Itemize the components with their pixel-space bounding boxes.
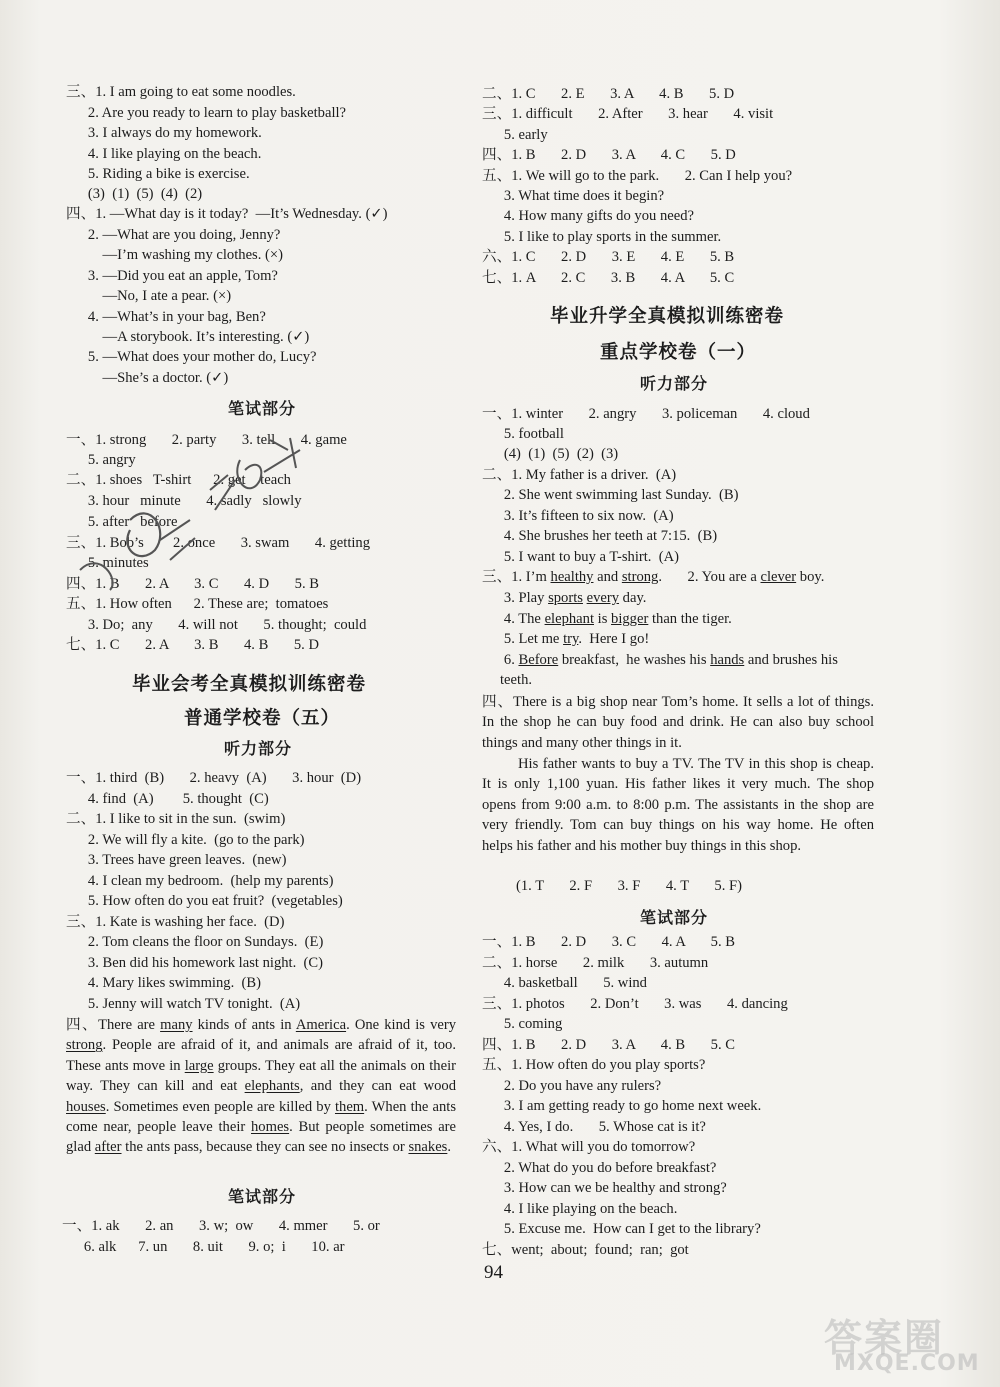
answer-line: 四、1. B 2. A 3. C 4. D 5. B [66,576,319,592]
answer-line: (3) (1) (5) (4) (2) [66,186,203,202]
answer-line: 5. Excuse me. How can I get to the library? [482,1221,761,1237]
section-heading: 笔试部分 [228,399,297,418]
answer-line: 4. find (A) 5. thought (C) [66,791,269,807]
answer-line: 5. Jenny will watch TV tonight. (A) [66,996,301,1012]
answer-line: 5. Let me try. Here I go! [482,631,650,647]
answer-line: 4. Mary likes swimming. (B) [66,975,261,991]
answer-line: 3. hour minute 4. sadly slowly [66,493,302,509]
answer-line: 5. coming [482,1016,563,1032]
answer-line: 二、1. horse 2. milk 3. autumn [482,955,709,971]
answer-line: 3. I am getting ready to go home next week. [482,1098,762,1114]
answer-line: 5. How often do you eat fruit? (vegetables) [66,893,343,909]
answer-line: 三、1. I’m healthy and strong. 2. You are a clever boy. [482,569,825,585]
answer-line: 4. basketball 5. wind [482,975,647,991]
answer-line: 5. football [482,426,564,442]
answer-line: (1. T 2. F 3. F 4. T 5. F) [516,878,742,894]
answer-line: 三、1. difficult 2. After 3. hear 4. visit [482,106,774,122]
shop-passage: His father wants to buy a TV. The TV in this shop is cheap. It is only 1,100 yuan. His father likes it very much. The shop opens from 9:00 a.m. to 8:00 p.m. The assistants in the shop are very friendly. Tom can buy things on his way home. He often helps his father and his mother buy things in this shop. [482,756,874,854]
answer-line: 4. Yes, I do. 5. Whose cat is it? [482,1119,706,1135]
answer-line: 七、1. C 2. A 3. B 4. B 5. D [66,637,319,653]
answer-line: (4) (1) (5) (2) (3) [482,446,619,462]
answer-line: 5. after before [66,514,178,530]
answer-line: 三、1. Bob’s 2. once 3. swam 4. getting [66,535,371,551]
answer-line: 一、1. B 2. D 3. C 4. A 5. B [482,934,735,950]
answer-line: 三、1. Kate is washing her face. (D) [66,914,285,930]
answer-line: 5. —What does your mother do, Lucy? [66,349,317,365]
answer-line: 2. Tom cleans the floor on Sundays. (E) [66,934,324,950]
answer-line: 二、1. C 2. E 3. A 4. B 5. D [482,86,735,102]
answer-line: —A storybook. It’s interesting. (✓) [66,329,310,345]
answer-line: 四、1. —What day is it today? —It’s Wednesday. (✓) [66,206,388,222]
exam-title: 毕业会考全真模拟训练密卷 [132,674,367,695]
answer-line: —I’m washing my clothes. (×) [66,247,283,263]
answer-line: 4. I clean my bedroom. (help my parents) [66,873,334,889]
answer-line: 5. Riding a bike is exercise. [66,166,250,182]
answer-line: 3. What time does it begin? [482,188,665,204]
answer-line: 五、1. We will go to the park. 2. Can I help you? [482,168,793,184]
answer-line: 2. Are you ready to learn to play basketball? [66,105,347,121]
answer-line: 3. Trees have green leaves. (new) [66,852,287,868]
shop-passage: 四、There is a big shop near Tom’s home. It sells a lot of things. In the shop he can buy food and drink. He can also buy school things and many other things in it. [482,694,874,751]
answer-line: —No, I ate a pear. (×) [66,288,232,304]
section-heading: 笔试部分 [640,908,709,927]
answer-line: teeth. [500,672,533,688]
section-heading: 听力部分 [640,374,709,393]
answer-line: 2. We will fly a kite. (go to the park) [66,832,305,848]
answer-line: 一、1. winter 2. angry 3. policeman 4. cloud [482,406,810,422]
answer-line: 4. She brushes her teeth at 7:15. (B) [482,528,718,544]
answer-line: 4. I like playing on the beach. [482,1201,678,1217]
answer-line: 2. —What are you doing, Jenny? [66,227,281,243]
answer-line: 2. Do you have any rulers? [482,1078,662,1094]
answer-line: 一、1. ak 2. an 3. w; ow 4. mmer 5. or [62,1218,380,1234]
answer-line: 三、1. I am going to eat some noodles. [66,84,296,100]
answer-line: 5. I want to buy a T-shirt. (A) [482,549,679,565]
answer-line: 2. What do you do before breakfast? [482,1160,717,1176]
exam-subtitle: 重点学校卷（一） [600,342,757,363]
watermark-logo-text: 答案圈 [824,1316,945,1360]
watermark-url: MXQE.COM [834,1351,980,1376]
answer-line: 二、1. shoes T-shirt 2. get teach [66,472,291,488]
answer-line: 2. She went swimming last Sunday. (B) [482,487,739,503]
answer-line: 4. How many gifts do you need? [482,208,694,224]
answer-line: 三、1. photos 2. Don’t 3. was 4. dancing [482,996,788,1012]
answer-line: 4. —What’s in your bag, Ben? [66,309,266,325]
section-heading: 听力部分 [224,739,293,758]
answer-line: 四、1. B 2. D 3. A 4. C 5. D [482,147,736,163]
answer-line: 五、1. How often 2. These are; tomatoes [66,596,329,612]
answer-line: 4. I like playing on the beach. [66,146,262,162]
answer-line: 5. I like to play sports in the summer. [482,229,722,245]
answer-line: 3. It’s fifteen to six now. (A) [482,508,674,524]
ants-passage: 四、There are many kinds of ants in America. One kind is very strong. People are afraid of it, and animals are afraid of it, too. These ants move in large groups. They eat all the animals on their way. They can kill and eat elephants, and they can eat wood houses. Sometimes even people are killed by them. When the ants come near, people leave their homes. But people sometimes are glad after the ants pass, because they can see no insects or snakes. [66,1017,457,1156]
exam-subtitle: 普通学校卷（五） [184,708,341,729]
pencil-scribble [60,420,320,600]
answer-line: 3. Do; any 4. will not 5. thought; could [66,617,367,633]
answer-line: 3. I always do my homework. [66,125,262,141]
answer-line: 5. early [482,127,548,143]
answer-line: 4. The elephant is bigger than the tiger. [482,611,732,627]
answer-line: 七、went; about; found; ran; got [482,1242,689,1258]
answer-line: 3. How can we be healthy and strong? [482,1180,727,1196]
answer-line: 二、1. I like to sit in the sun. (swim) [66,811,286,827]
answer-line: 5. minutes [66,555,149,571]
answer-line: 3. —Did you eat an apple, Tom? [66,268,278,284]
answer-line: 四、1. B 2. D 3. A 4. B 5. C [482,1037,735,1053]
answer-line: 5. angry [66,452,136,468]
answer-line: 五、1. How often do you play sports? [482,1057,706,1073]
answer-line: 3. Play sports every day. [482,590,647,606]
answer-line: 6. Before breakfast, he washes his hands and brushes his [482,652,838,668]
site-watermark [812,1307,992,1377]
page-number: 94 [484,1262,503,1283]
answer-line: 七、1. A 2. C 3. B 4. A 5. C [482,270,735,286]
answer-line: 二、1. My father is a driver. (A) [482,467,677,483]
exam-title: 毕业升学全真模拟训练密卷 [550,306,785,327]
answer-line: 3. Ben did his homework last night. (C) [66,955,323,971]
answer-line: 六、1. What will you do tomorrow? [482,1139,696,1155]
answer-line: —She’s a doctor. (✓) [66,370,229,386]
answer-line: 6. alk 7. un 8. uit 9. o; i 10. ar [62,1239,345,1255]
answer-line: 六、1. C 2. D 3. E 4. E 5. B [482,249,735,265]
answer-line: 一、1. third (B) 2. heavy (A) 3. hour (D) [66,770,362,786]
section-heading: 笔试部分 [228,1187,297,1206]
answer-line: 一、1. strong 2. party 3. tell 4. game [66,432,347,448]
